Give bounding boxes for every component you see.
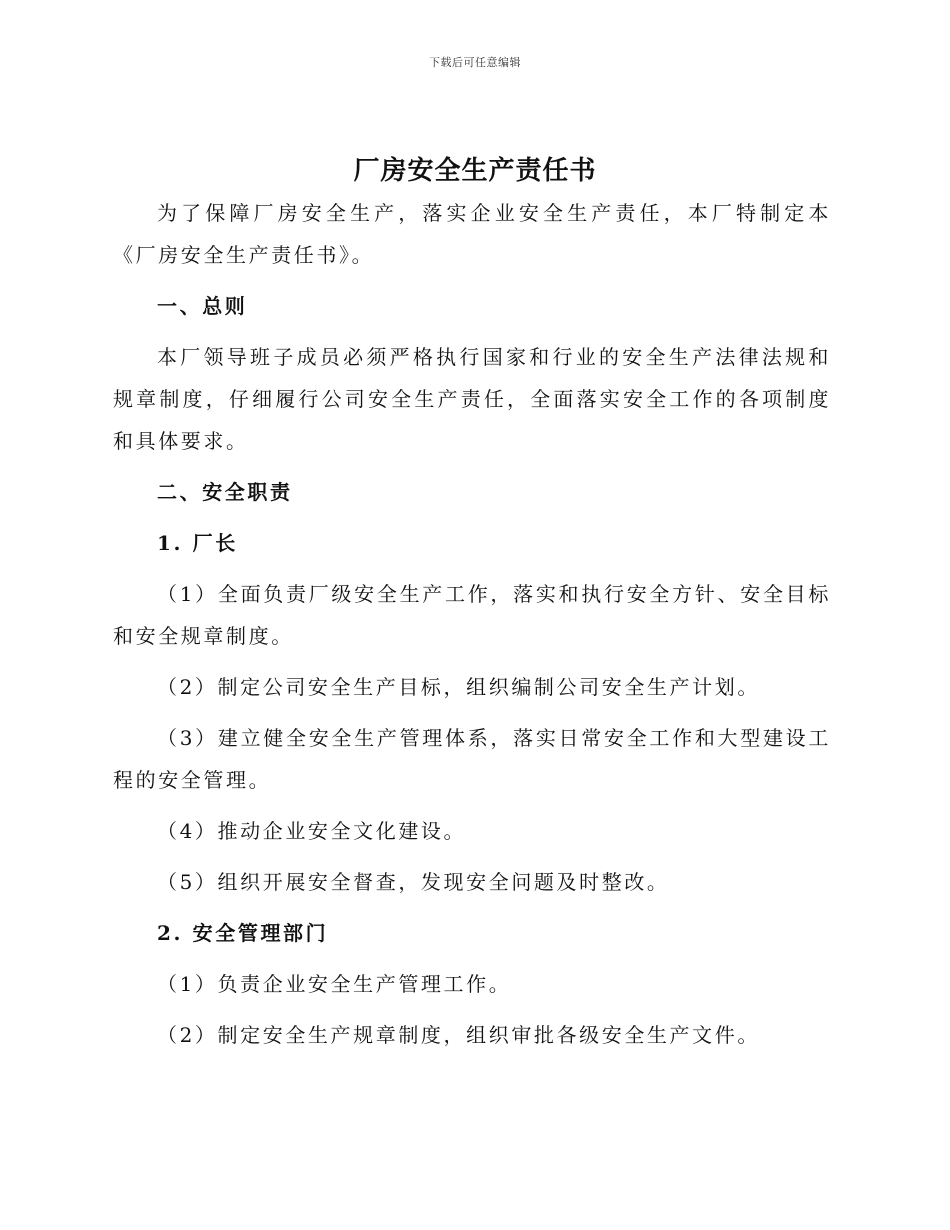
- document-title: 厂房安全生产责任书: [353, 156, 597, 186]
- director-item-5: （5）组织开展安全督查，发现安全问题及时整改。: [157, 870, 670, 894]
- page-header-note: 下载后可任意编辑: [429, 56, 521, 69]
- director-item-3: （3）建立健全安全生产管理体系，落实日常安全工作和大型建设工程的安全管理。: [113, 726, 831, 792]
- subsection-heading-safety-dept: 2. 安全管理部门: [157, 921, 329, 945]
- section-heading-general: 一、总则: [157, 294, 248, 318]
- document-body: [113, 192, 831, 1065]
- director-item-4: （4）推动企业安全文化建设。: [157, 819, 467, 843]
- general-paragraph: 本厂领导班子成员必须严格执行国家和行业的安全生产法律法规和规章制度，仔细履行公司安全生产责任，全面落实安全工作的各项制度和具体要求。: [113, 345, 831, 453]
- subsection-heading-director: 1. 厂长: [157, 531, 238, 555]
- section-heading-duties: 二、安全职责: [157, 480, 293, 504]
- director-item-2: （2）制定公司安全生产目标，组织编制公司安全生产计划。: [157, 675, 760, 699]
- intro-paragraph: 为了保障厂房安全生产，落实企业安全生产责任，本厂特制定本《厂房安全生产责任书》。: [113, 201, 831, 267]
- safety-dept-item-2: （2）制定安全生产规章制度，组织审批各级安全生产文件。: [157, 1023, 760, 1047]
- director-item-1: （1）全面负责厂级安全生产工作，落实和执行安全方针、安全目标和安全规章制度。: [113, 582, 831, 648]
- safety-dept-item-1: （1）负责企业安全生产管理工作。: [157, 972, 512, 996]
